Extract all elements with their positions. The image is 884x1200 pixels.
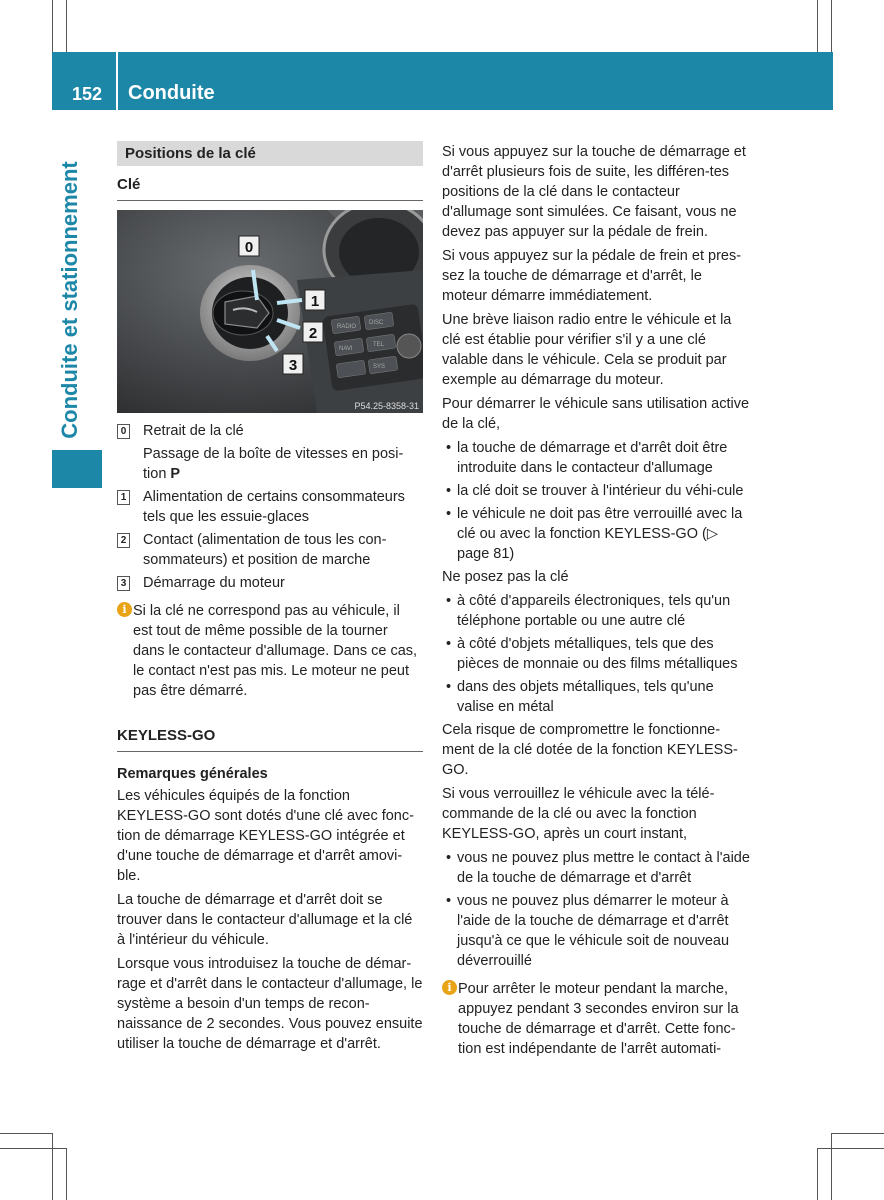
key-position-label: 2 xyxy=(308,325,318,342)
key-position-label: 1 xyxy=(310,293,320,310)
legend-item xyxy=(117,530,423,570)
info-note xyxy=(442,979,750,1059)
page-number: 152 xyxy=(72,84,103,104)
panel-button-label: RADIO xyxy=(337,324,357,330)
crop-mark xyxy=(66,1148,67,1200)
paragraph: Une brève liaison radio entre le véhicule et la clé est établie pour vérifier s'il y a une clé valable dans le véhicule. Cela se produit par exemple au démarrage du moteur. xyxy=(442,312,732,388)
info-icon: i xyxy=(442,980,457,995)
list-item: • à côté d'appareils électroniques, tels qu'un téléphone portable ou une autre clé xyxy=(446,593,731,629)
right-column xyxy=(442,142,750,1065)
info-note-text: Pour arrêter le moteur pendant la marche, appuyez pendant 3 secondes environ sur la touche de démarrage et d'arrêt. Cette fonc-tion est indépendante de l'arrêt automati- xyxy=(458,981,739,1057)
crop-mark xyxy=(817,1148,884,1149)
legend-text: Contact (alimentation de tous les con-sommateurs) et position de marche xyxy=(143,532,387,568)
list-item-text: le véhicule ne doit pas être verrouillé avec la clé ou avec la fonction KEYLESS-GO (▷ page 81) xyxy=(457,506,743,562)
crop-mark xyxy=(0,1133,52,1134)
paragraph: Ne posez pas la clé xyxy=(442,569,569,585)
list-item-text: vous ne pouvez plus démarrer le moteur à l'aide de la touche de démarrage et d'arrêt jusqu'à ce que le véhicule soit de nouveau déverrouillé xyxy=(457,893,730,969)
list-item-text: à côté d'objets métalliques, tels que des pièces de monnaie ou des films métalliques xyxy=(457,636,738,672)
key-position-label: 0 xyxy=(244,239,254,256)
list-item-text: à côté d'appareils électroniques, tels qu'un téléphone portable ou une autre clé xyxy=(457,593,731,629)
paragraph: Si vous appuyez sur la pédale de frein et pres-sez la touche de démarrage et d'arrêt, le moteur démarre immédiatement. xyxy=(442,248,742,304)
key-position-label: 3 xyxy=(288,357,298,374)
list-item: • dans des objets métalliques, tels qu'une valise en métal xyxy=(446,679,714,715)
paragraph: Pour démarrer le véhicule sans utilisation active de la clé, xyxy=(442,396,750,432)
legend-text: Passage de la boîte de vitesses en posi-tion xyxy=(143,446,404,482)
list-item: • à côté d'objets métalliques, tels que des pièces de monnaie ou des films métalliques xyxy=(446,636,738,672)
gear-position-label: P xyxy=(170,466,181,482)
list-item-text: la clé doit se trouver à l'intérieur du véhi-cule xyxy=(457,483,744,499)
panel-button-label: TEL xyxy=(373,342,385,348)
side-tab-title: Conduite et stationnement xyxy=(57,161,82,439)
left-column xyxy=(117,141,423,1058)
paragraph: Lorsque vous introduisez la touche de démar-rage et d'arrêt dans le contacteur d'allumage, le système a besoin d'un temps de recon-naissance de 2 secondes. Vous pouvez ensuite utiliser la touche de démarrage et d'arrêt. xyxy=(117,956,423,1052)
paragraph: La touche de démarrage et d'arrêt doit se trouver dans le contacteur d'allumage et la clé à l'intérieur du véhicule. xyxy=(117,892,413,948)
info-icon: i xyxy=(117,602,132,617)
crop-mark xyxy=(52,1133,53,1200)
section-title: Positions de la clé xyxy=(117,141,423,166)
header-separator xyxy=(116,52,118,110)
info-note xyxy=(117,601,423,701)
list-item: • vous ne pouvez plus démarrer le moteur à l'aide de la touche de démarrage et d'arrêt jusqu'à ce que le véhicule soit de nouveau déverrouillé xyxy=(446,893,730,969)
key-number-badge: 3 xyxy=(117,576,130,591)
legend-item xyxy=(117,487,423,527)
crop-mark xyxy=(52,0,53,52)
panel-button-label: SYS xyxy=(373,364,386,370)
crop-mark xyxy=(831,0,832,52)
panel-button-label: NAVI xyxy=(339,346,353,352)
list-item-text: la touche de démarrage et d'arrêt doit être introduite dans le contacteur d'allumage xyxy=(457,440,728,476)
list-item: • la touche de démarrage et d'arrêt doit être introduite dans le contacteur d'allumage xyxy=(446,440,728,476)
list-item: • le véhicule ne doit pas être verrouillé avec la clé ou avec la fonction KEYLESS-GO (▷ page 81) xyxy=(446,506,743,562)
key-number-badge: 1 xyxy=(117,490,130,505)
crop-mark xyxy=(831,1133,832,1200)
chapter-title: Conduite xyxy=(128,82,215,104)
side-tab-marker xyxy=(52,450,102,488)
panel-button-label: DISC xyxy=(369,320,384,326)
legend-item xyxy=(117,421,423,441)
legend-text: Démarrage du moteur xyxy=(143,575,285,591)
crop-mark xyxy=(0,1148,66,1149)
info-note-text: Si la clé ne correspond pas au véhicule, il est tout de même possible de la tourner dans le contacteur d'allumage. Dans ce cas, le contact n'est pas mis. Le moteur ne peut pas être démarré. xyxy=(133,603,418,699)
paragraph: Cela risque de compromettre le fonctionne-ment de la clé dotée de la fonction KEYLESS-GO. xyxy=(442,722,738,778)
list-item-text: dans des objets métalliques, tels qu'une valise en métal xyxy=(457,679,714,715)
crop-mark xyxy=(817,1148,818,1200)
keyless-go-heading: KEYLESS-GO xyxy=(117,727,423,752)
crop-mark xyxy=(831,1133,884,1134)
legend-item xyxy=(117,444,423,484)
paragraph: Si vous appuyez sur la touche de démarrage et d'arrêt plusieurs fois de suite, les différen-tes positions de la clé dans le contacteur d'allumage sont simulées. Ce faisant, vous ne devez pas appuyer sur la pédale de frein. xyxy=(442,144,746,240)
crop-mark xyxy=(817,0,818,52)
legend-item xyxy=(117,573,423,593)
legend-text: Alimentation de certains consommateurs tels que les essuie-glaces xyxy=(143,489,405,525)
list-item: • vous ne pouvez plus mettre le contact à l'aide de la touche de démarrage et d'arrêt xyxy=(446,850,750,886)
paragraph: Les véhicules équipés de la fonction KEYLESS-GO sont dotés d'une clé avec fonc-tion de démarrage KEYLESS-GO intégrée et d'une touche de démarrage et d'arrêt amovi-ble. xyxy=(117,788,414,884)
key-number-badge: 0 xyxy=(117,424,130,439)
ignition-illustration xyxy=(117,210,423,413)
list-item-text: vous ne pouvez plus mettre le contact à l'aide de la touche de démarrage et d'arrêt xyxy=(457,850,750,886)
remarks-heading: Remarques générales xyxy=(117,766,268,782)
crop-mark xyxy=(66,0,67,52)
paragraph: Si vous verrouillez le véhicule avec la télé-commande de la clé ou avec la fonction KEYLESS-GO, après un court instant, xyxy=(442,786,715,842)
legend-text: Retrait de la clé xyxy=(143,423,244,439)
list-item: • la clé doit se trouver à l'intérieur du véhi-cule xyxy=(446,483,744,499)
ignition-lock-photo xyxy=(117,210,423,413)
image-code: P54.25-8358-31 xyxy=(354,401,419,411)
key-number-badge: 2 xyxy=(117,533,130,548)
subsection-title: Clé xyxy=(117,176,423,201)
